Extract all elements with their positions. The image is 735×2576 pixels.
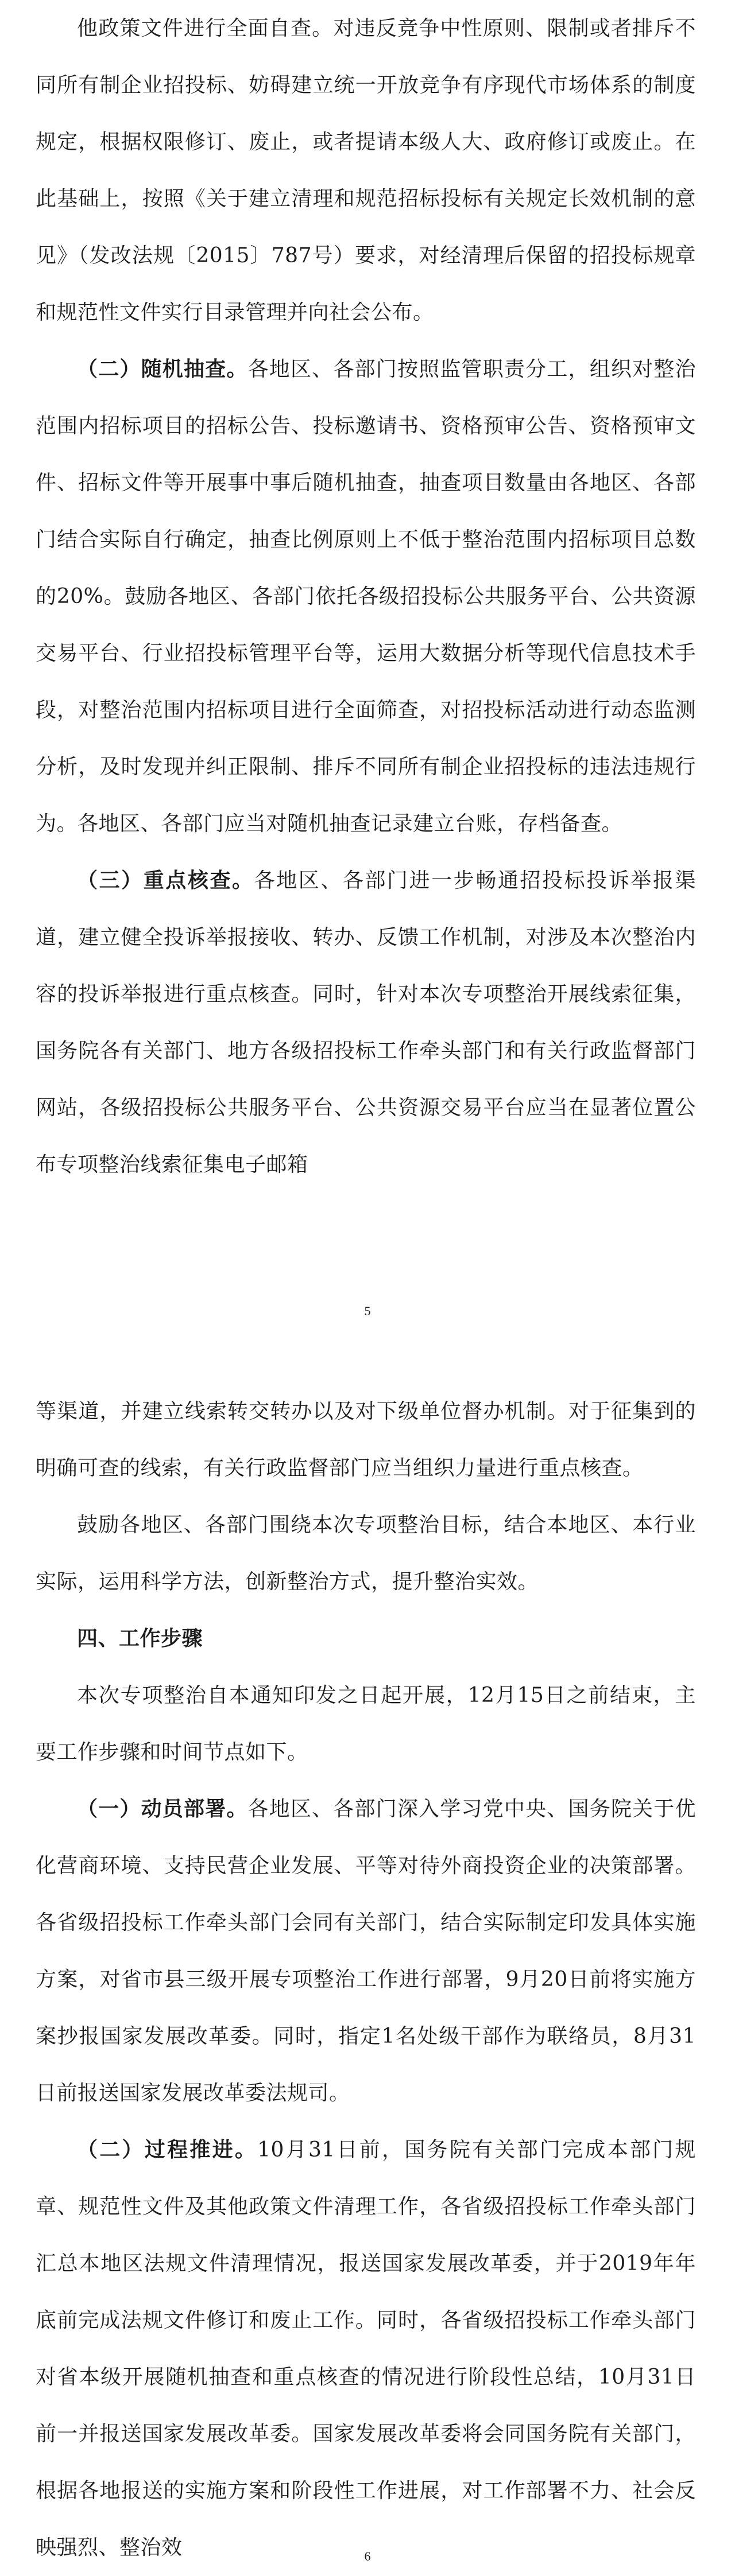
- paragraph-continuation: 等渠道，并建立线索转交转办以及对下级单位督办机制。对于征集到的明确可查的线索，有关行政监督部门应当组织力量进行重点核查。: [36, 1400, 696, 1480]
- paragraph-key-verification: [36, 852, 696, 1193]
- page-number: 6: [364, 2549, 371, 2563]
- paragraph-mobilization-body: 各地区、各部门深入学习党中央、国务院关于优化营商环境、支持民营企业发展、平等对待外商投资企业的决策部署。各省级招投标工作牵头部门会同有关部门，结合实际制定印发具体实施方案，对省市县三级开展专项整治工作进行部署，9月20日前将实施方案抄报国家发展改革委。同时，指定1名处级干部作为联络员，8月31日前报送国家发展改革委法规司。: [36, 1797, 696, 2105]
- paragraph-self-review: 他政策文件进行全面自查。对违反竞争中性原则、限制或者排斥不同所有制企业招投标、妨碍建立统一开放竞争有序现代市场体系的制度规定，根据权限修订、废止，或者提请本级人大、政府修订或废止。在此基础上，按照《关于建立清理和规范招标投标有关规定长效机制的意见》（发改法规〔2015〕787号）要求，对经清理后保留的招投标规章和规范性文件实行目录管理并向社会公布。: [36, 17, 696, 324]
- heading-key-verification: （三）重点核查。: [77, 868, 254, 892]
- document-page-6: [0, 1383, 735, 2576]
- section-title-work-steps: 四、工作步骤: [77, 1627, 203, 1650]
- heading-process: （二）过程推进。: [77, 2138, 258, 2162]
- page-number: 5: [364, 1304, 371, 1318]
- paragraph-process: [36, 2122, 696, 2576]
- paragraph-encourage: 鼓励各地区、各部门围绕本次专项整治目标，结合本地区、本行业实际，运用科学方法，创新整治方式，提升整治实效。: [36, 1513, 696, 1594]
- paragraph-key-verification-body: 各地区、各部门进一步畅通招投标投诉举报渠道，建立健全投诉举报接收、转办、反馈工作机制，对涉及本次整治内容的投诉举报进行重点核查。同时，针对本次专项整治开展线索征集，国务院各有关部门、地方各级招投标工作牵头部门和有关行政监督部门网站，各级招投标公共服务平台、公共资源交易平台应当在显著位置公布专项整治线索征集电子邮箱: [36, 869, 696, 1176]
- heading-mobilization: （一）动员部署。: [77, 1797, 248, 1821]
- document-page-5: [0, 0, 735, 1193]
- heading-random-check: （二）随机抽查。: [77, 357, 248, 381]
- paragraph-random-check-body: 各地区、各部门按照监管职责分工，组织对整治范围内招标项目的招标公告、投标邀请书、资格预审公告、资格预审文件、招标文件等开展事中事后随机抽查，抽查项目数量由各地区、各部门结合实际自行确定，抽查比例原则上不低于整治范围内招标项目总数的20%。鼓励各地区、各部门依托各级招投标公共服务平台、公共资源交易平台、行业招投标管理平台等，运用大数据分析等现代信息技术手段，对整治范围内招标项目进行全面筛查，对招投标活动进行动态监测分析，及时发现并纠正限制、排斥不同所有制企业招投标的违法违规行为。各地区、各部门应当对随机抽查记录建立台账，存档备查。: [36, 358, 696, 836]
- paragraph-timeline: 本次专项整治自本通知印发之日起开展，12月15日之前结束，主要工作步骤和时间节点如下。: [36, 1684, 696, 1764]
- paragraph-process-body: 10月31日前，国务院有关部门完成本部门规章、规范性文件及其他政策文件清理工作，各省级招投标工作牵头部门汇总本地区法规文件清理情况，报送国家发展改革委，并于2019年年底前完成法规文件修订和废止工作。同时，各省级招投标工作牵头部门对省本级开展随机抽查和重点核查的情况进行阶段性总结，10月31日前一并报送国家发展改革委。国家发展改革委将会同国务院有关部门，根据各地报送的实施方案和阶段性工作进展，对工作部署不力、社会反映强烈、整治效: [36, 2138, 696, 2559]
- paragraph-random-check: [36, 341, 696, 852]
- paragraph-mobilization: [36, 1781, 696, 2122]
